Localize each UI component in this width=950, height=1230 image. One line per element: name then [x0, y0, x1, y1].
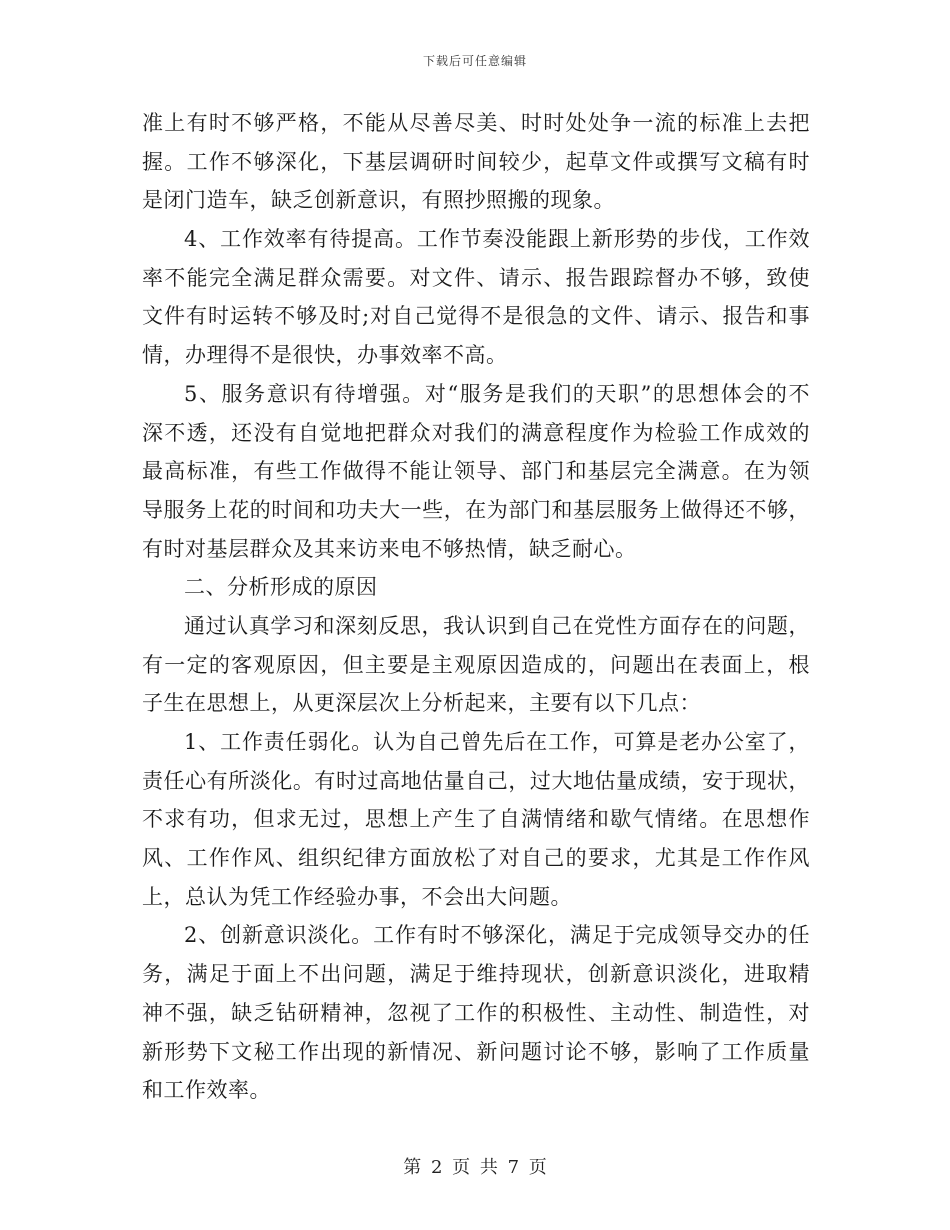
text-line: 最高标准，有些工作做得不能让领导、部门和基层完全满意。在为领 [142, 459, 810, 484]
text-line: 情，办理得不是很快，办事效率不高。 [142, 343, 508, 368]
text-line: 责任心有所淡化。有时过高地估量自己，过大地估量成绩，安于现状， [142, 768, 810, 793]
text-line: 2、创新意识淡化。工作有时不够深化，满足于完成领导交办的任 [184, 923, 810, 948]
text-line: 5、服务意识有待增强。对“服务是我们的天职”的思想体会的不 [184, 381, 810, 406]
text-line: 神不强，缺乏钻研精神，忽视了工作的积极性、主动性、制造性，对 [142, 1000, 810, 1025]
text-line: 务，满足于面上不出问题，满足于维持现状，创新意识淡化，进取精 [142, 962, 810, 987]
document-body [142, 104, 810, 1110]
text-line: 风、工作作风、组织纪律方面放松了对自己的要求，尤其是工作作风 [142, 846, 810, 871]
text-line: 二、分析形成的原因 [184, 575, 378, 600]
text-line: 上，总认为凭工作经验办事，不会出大问题。 [142, 884, 572, 909]
text-line: 导服务上花的时间和功夫大一些，在为部门和基层服务上做得还不够， [142, 497, 810, 522]
page-footer: 第 2 页 共 7 页 [403, 1157, 547, 1178]
text-line: 握。工作不够深化，下基层调研时间较少，起草文件或撰写文稿有时 [142, 149, 810, 174]
text-line: 1、工作责任弱化。认为自己曾先后在工作，可算是老办公室了， [184, 730, 810, 754]
text-line: 有一定的客观原因，但主要是主观原因造成的，问题出在表面上，根 [142, 652, 810, 677]
text-line: 和工作效率。 [142, 1078, 271, 1103]
text-line: 4、工作效率有待提高。工作节奏没能跟上新形势的步伐，工作效 [184, 227, 810, 252]
text-line: 有时对基层群众及其来访来电不够热情，缺乏耐心。 [142, 536, 637, 561]
text-line: 率不能完全满足群众需要。对文件、请示、报告跟踪督办不够，致使 [142, 265, 810, 290]
text-line: 准上有时不够严格，不能从尽善尽美、时时处处争一流的标准上去把 [142, 111, 810, 135]
text-line: 文件有时运转不够及时;对自己觉得不是很急的文件、请示、报告和事 [142, 304, 810, 329]
text-line: 不求有功，但求无过，思想上产生了自满情绪和歇气情绪。在思想作 [142, 807, 810, 832]
text-line: 新形势下文秘工作出现的新情况、新问题讨论不够，影响了工作质量 [142, 1039, 810, 1064]
text-line: 是闭门造车，缺乏创新意识，有照抄照搬的现象。 [142, 188, 615, 213]
text-line: 子生在思想上，从更深层次上分析起来，主要有以下几点： [142, 691, 701, 716]
page-header: 下载后可任意编辑 [422, 54, 527, 68]
text-line: 通过认真学习和深刻反思，我认识到自己在党性方面存在的问题， [184, 613, 810, 638]
text-line: 深不透，还没有自觉地把群众对我们的满意程度作为检验工作成效的 [142, 420, 810, 445]
